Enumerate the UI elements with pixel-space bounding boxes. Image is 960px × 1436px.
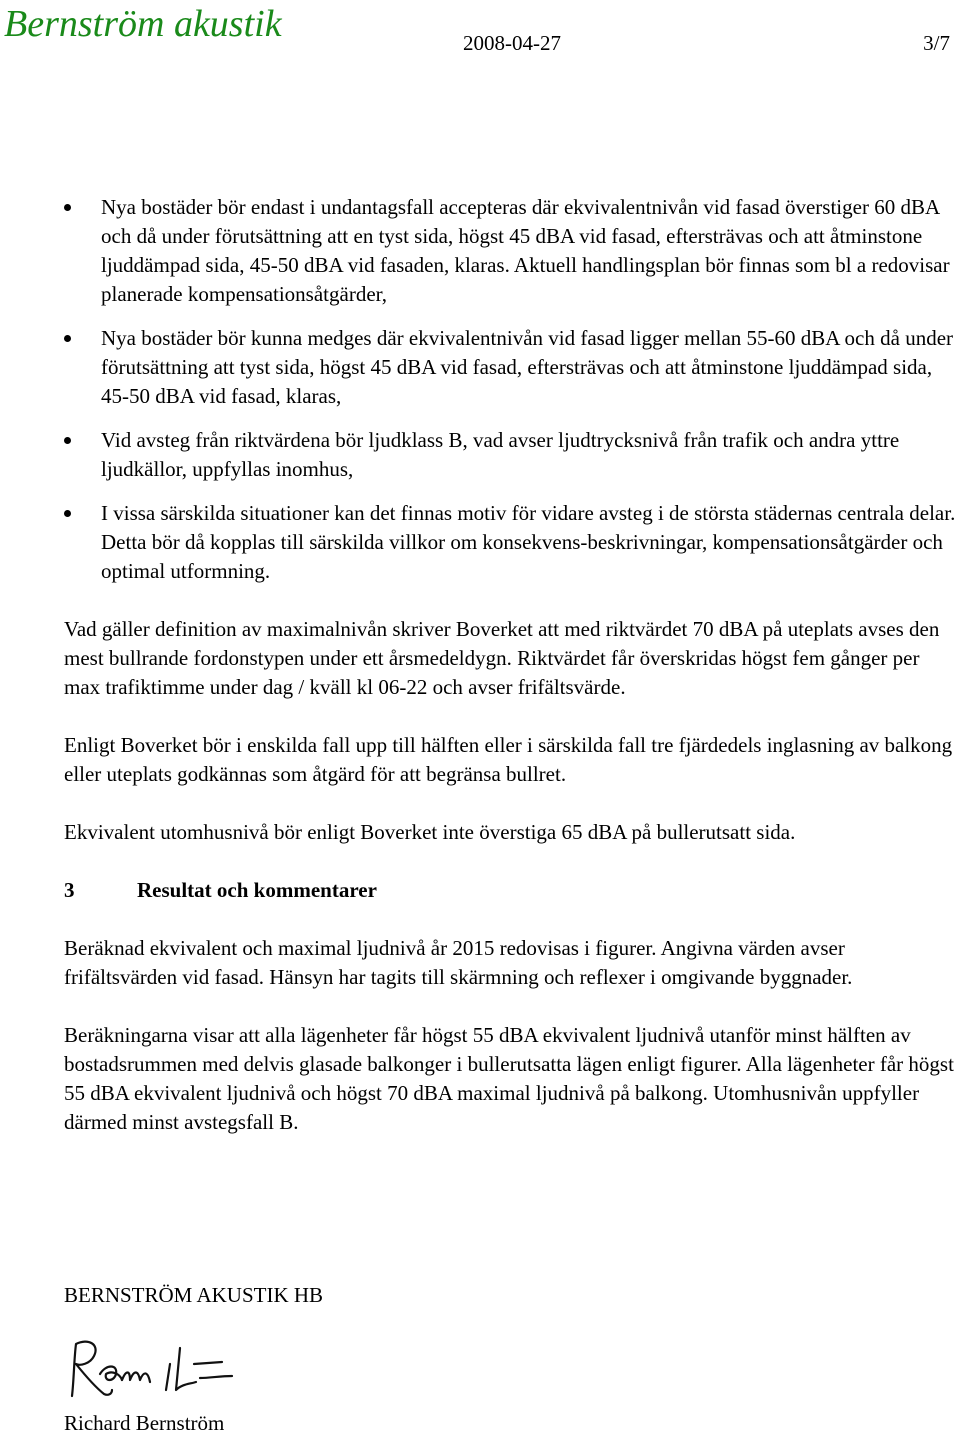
paragraph-equivalent-level: Ekvivalent utomhusnivå bör enligt Boverket inte överstiga 65 dBA på bullerutsatt sida.	[64, 820, 796, 844]
signer-name: Richard Bernström	[64, 1411, 225, 1435]
bullet-icon	[64, 335, 71, 342]
bullet-icon	[64, 510, 71, 517]
list-item-text: Nya bostäder bör endast i undantagsfall accepteras där ekvivalentnivån vid fasad överstiger 60 dBA och då under förutsättning att en tyst sida, högst 45 dBA vid fasad, eftersträvas och att åtminstone ljuddämpad sida, 45-50 dBA vid fasaden, klaras. Aktuell handlingsplan bör finnas som bl a redovisar planerade kompensationsåtgärder,	[101, 195, 950, 306]
list-item-text: Nya bostäder bör kunna medges där ekvivalentnivån vid fasad ligger mellan 55-60 dBA och då under förutsättning att tyst sida, högst 45 dBA vid fasad, eftersträvas och att åtminstone ljuddämpad sida, 45-50 dBA vid fasad, klaras,	[101, 326, 954, 408]
company-logo-text: Bernström akustik	[4, 3, 282, 45]
document-body	[64, 193, 960, 1166]
page-number: 3/7	[923, 31, 950, 55]
document-date: 2008-04-27	[463, 31, 561, 55]
list-item-text: Vid avsteg från riktvärdena bör ljudklass B, vad avser ljudtrycksnivå från trafik och andra yttre ljudkällor, uppfyllas inomhus,	[101, 428, 900, 481]
bullet-icon	[64, 437, 71, 444]
list-item	[64, 499, 960, 586]
paragraph-results: Beräknad ekvivalent och maximal ljudnivå år 2015 redovisas i figurer. Angivna värden avser frifältsvärden vid fasad. Hänsyn har tagits till skärmning och reflexer i omgivande byggnader.	[64, 936, 853, 989]
paragraph-max-level: Vad gäller definition av maximalnivån skriver Boverket att med riktvärdet 70 dBA på uteplats avses den mest bullrande fordonstypen under ett årsmedeldygn. Riktvärdet får överskridas högst fem gånger per max trafiktimme under dag / kväll kl 06-22 och avser frifältsvärde.	[64, 617, 940, 699]
section-title: Resultat och kommentarer	[137, 878, 377, 902]
list-item	[64, 193, 960, 309]
requirements-list	[64, 193, 960, 586]
list-item	[64, 426, 960, 484]
bullet-icon	[64, 204, 71, 211]
paragraph-conclusion: Beräkningarna visar att alla lägenheter får högst 55 dBA ekvivalent ljudnivå utanför minst hälften av bostadsrummen med delvis glasade balkonger i bullerutsatta lägen enligt figurer. Alla lägenheter får högst 55 dBA ekvivalent ljudnivå och högst 70 dBA maximal ljudnivå på balkong. Utomhusnivån uppfyller därmed minst avstegsfall B.	[64, 1023, 954, 1134]
section-number: 3	[64, 878, 75, 902]
list-item	[64, 324, 960, 411]
signature-image	[60, 1334, 260, 1404]
company-name: BERNSTRÖM AKUSTIK HB	[64, 1283, 324, 1307]
list-item-text: I vissa särskilda situationer kan det finnas motiv för vidare avsteg i de största städernas centrala delar. Detta bör då kopplas till särskilda villkor om konsekvens-beskrivningar, kompensationsåtgärder och optimal utformning.	[101, 501, 956, 583]
section-heading	[64, 876, 960, 905]
paragraph-glazing: Enligt Boverket bör i enskilda fall upp till hälften eller i särskilda fall tre fjärdedels inglasning av balkong eller uteplats godkännas som åtgärd för att begränsa bullret.	[64, 733, 953, 786]
